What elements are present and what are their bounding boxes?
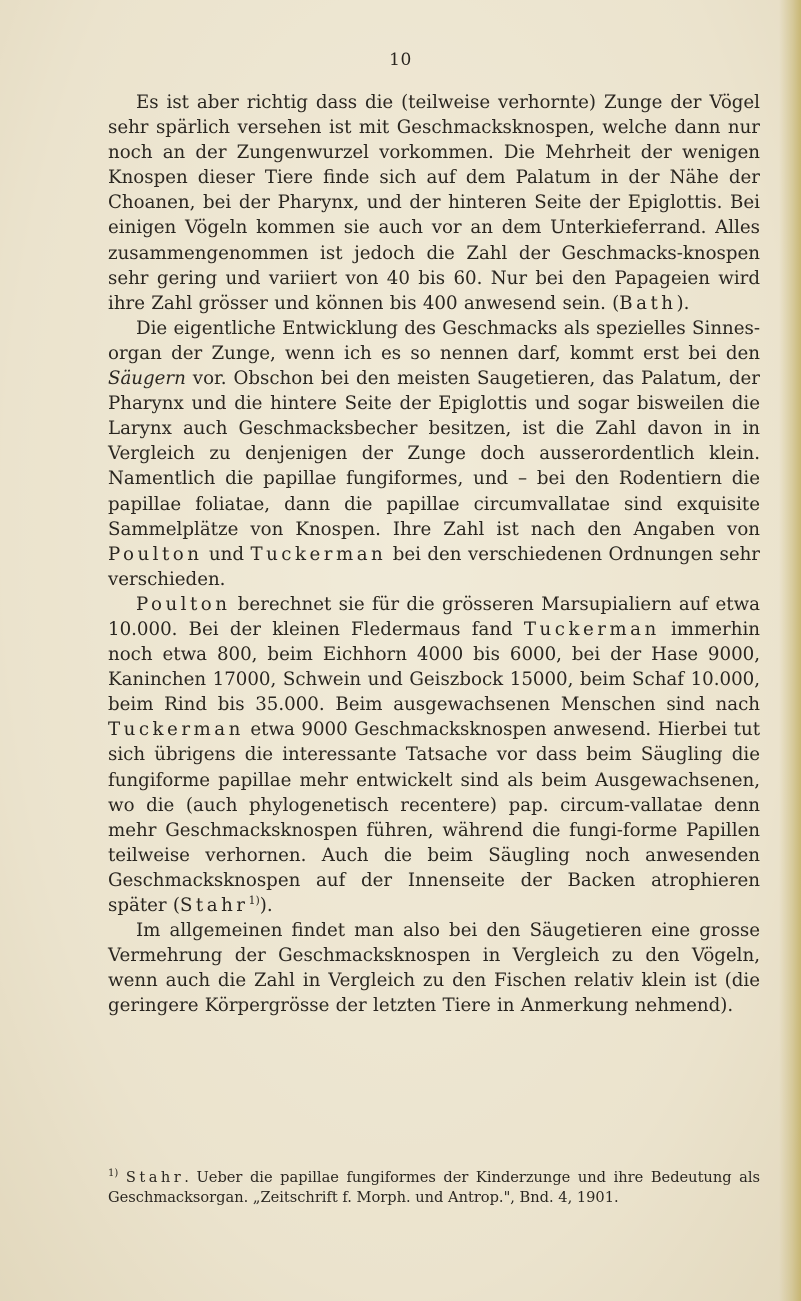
body-text — [108, 90, 760, 1018]
footnote — [108, 1164, 760, 1208]
footnote-mark: 1) — [108, 1168, 119, 1179]
author-name: Stahr — [179, 895, 249, 916]
author-name: Poulton — [108, 543, 203, 565]
page-number: 10 — [389, 50, 412, 70]
author-name: Tuckerman — [250, 543, 387, 565]
text-segment: berechnet sie für die grösseren Marsupialiern auf etwa 10.000. Bei der kleinen Fledermaus fand — [108, 593, 760, 640]
text-segment: und — [202, 543, 251, 565]
text-segment: etwa 9000 Geschmacksknospen anwesend. Hierbei tut sich übrigens die interessante Tatsache vor dass beim Säugling die fungiforme papillae mehr entwickelt sind als beim Ausgewachsenen, wo die (auch phylogenetisch recentere) pap. circum-vallatae denn mehr Geschmacksknospen führen, während die fungi-forme Papillen teilweise verhornen. Auch die beim Säugling noch anwesenden Geschmacksknospen auf der Innenseite der Backen atrophieren später ( — [108, 719, 760, 916]
text-segment: Die eigentliche Entwicklung des Geschmacks als spezielles Sinnes-organ der Zunge, wenn ich es so nennen darf, kommt erst bei den — [108, 317, 760, 364]
text-segment: Es ist aber richtig dass die (teilweise verhornte) Zunge der Vögel sehr spärlich versehen ist mit Geschmacksknospen, welche dann nur noch an der Zungenwurzel vorkommen. Die Mehrheit der wenigen Knospen dieser Tiere finde sich auf dem Palatum in der Nähe der Choanen, bei der Pharynx, und der hinteren Seite der Epiglottis. Bei einigen Vögeln kommen sie auch vor an dem Unterkieferrand. Alles zusammengenommen ist jedoch die Zahl der Geschmacks-knospen sehr gering und variiert von 40 bis 60. Nur bei den Papageien wird ihre Zahl grösser und können bis 400 anwesend sein. ( — [108, 92, 760, 314]
footnote-text: . Ueber die papillae fungiformes der Kinderzunge und ihre Bedeutung als Geschmacksorgan. „Zeitschrift f. Morph. und Antrop.", Bnd. 4, 1901. — [108, 1168, 761, 1206]
text-segment: Im allgemeinen findet man also bei den Säugetieren eine grosse Vermehrung der Geschmacksknospen in Vergleich zu den Vögeln, wenn auch die Zahl in Vergleich zu den Fischen relativ klein ist (die geringere Körpergrösse der letzten Tiere in Anmerkung nehmend). — [108, 920, 760, 1017]
author-name: Bath — [619, 292, 677, 314]
text-segment: bei den verschiedenen Ordnungen sehr verschieden. — [108, 543, 760, 590]
text-segment: immerhin noch etwa 800, beim Eichhorn 4000 bis 6000, bei der Hase 9000, Kaninchen 17000, Schwein und Geiszbock 15000, beim Schaf 10.000, beim Rind bis 35.000. Beim ausgewachsenen Menschen sind nach — [108, 618, 760, 716]
paragraph — [108, 592, 760, 918]
paragraph — [108, 90, 760, 316]
text-segment: ). — [259, 895, 273, 916]
text-segment: vor. Obschon bei den meisten Saugetieren, das Palatum, der Pharynx und die hintere Seite der Epiglottis und sogar bisweilen die Larynx auch Geschmacksbecher besitzen, ist die Zahl davon in in Vergleich zu denjenigen der Zunge doch ausserordentlich klein. Namentlich die papillae fungiformes, und – bei den Rodentiern die papillae foliatae, dann die papillae circumvallatae sind exquisite Sammelplätze von Knospen. Ihre Zahl ist nach den Angaben von — [108, 368, 760, 540]
footnote-author: Stahr — [125, 1168, 185, 1186]
paragraph — [108, 316, 760, 592]
paragraph — [108, 918, 760, 1018]
footnote-reference[interactable]: 1) — [248, 893, 260, 907]
author-name: Tuckerman — [523, 618, 660, 640]
author-name: Tuckerman — [108, 719, 244, 741]
page-edge-shadow — [779, 0, 801, 1301]
text-segment: ). — [676, 292, 690, 314]
italic-term: Säugern — [108, 368, 186, 390]
author-name: Poulton — [136, 593, 231, 615]
